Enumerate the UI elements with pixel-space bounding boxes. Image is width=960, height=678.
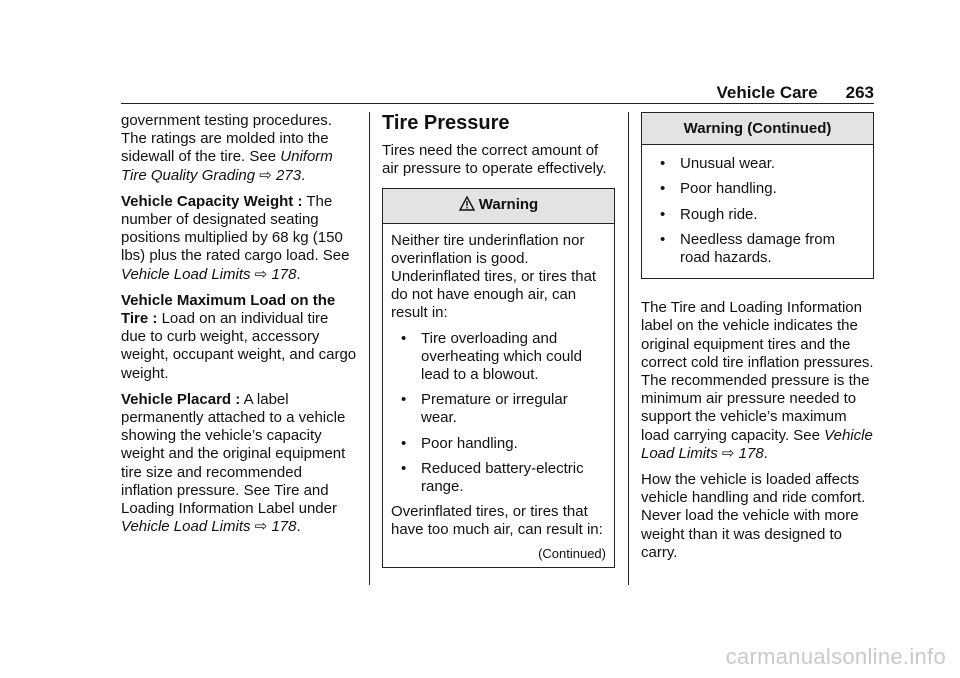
link-vehicle-load-limits[interactable]: Vehicle Load Limits <box>121 265 251 283</box>
column-divider-2 <box>628 112 629 585</box>
paragraph-testing: government testing procedures. The ratings are molded into the sidewall of the tire. See Uniform Tire Quality Grading ⇨ 273. <box>121 112 333 184</box>
column-divider-1 <box>369 112 370 585</box>
bullet-icon: • <box>401 329 407 347</box>
page-ref[interactable]: 178 <box>271 518 297 536</box>
list-item: • Rough ride. <box>650 206 865 224</box>
continued-label: (Continued) <box>538 545 606 561</box>
section-heading: Tire Pressure <box>382 112 510 134</box>
ref-arrow-icon: ⇨ <box>254 265 268 283</box>
warning-body <box>642 145 873 278</box>
page-number: 263 <box>845 83 874 102</box>
warning-intro: Neither tire underinflation nor overinflation is good. Underinflated tires, or tires that do not have enough air, can result in: <box>391 231 597 322</box>
ref-arrow-icon: ⇨ <box>259 166 272 184</box>
warning-triangle-icon <box>459 196 475 216</box>
column-1 <box>121 112 357 544</box>
definition-placard: Vehicle Placard : A label permanently attached to a vehicle showing the vehicle’s capacity weight and the original equipment tire size and recommended inflation pressure. See Tire and Loading Information Label under Vehicle Load Limits ⇨ 178. <box>121 390 346 536</box>
ref-arrow-icon: ⇨ <box>721 444 735 462</box>
bullet-icon: • <box>401 459 407 477</box>
link-vehicle-load-limits[interactable]: Vehicle Load Limits <box>121 518 251 536</box>
list-item: • Unusual wear. <box>650 155 865 173</box>
warning-header <box>383 189 614 223</box>
warning-title: Warning <box>478 196 539 214</box>
paragraph-loading: How the vehicle is loaded affects vehicle handling and ride comfort. Never load the vehicle with more weight than it was designed to carry. <box>641 471 866 561</box>
list-item: • Tire overloading and overheating which could lead to a blowout. <box>391 330 606 385</box>
warning-body <box>383 224 614 567</box>
page-ref[interactable]: 178 <box>738 444 764 462</box>
page-ref[interactable]: 178 <box>271 265 297 283</box>
bullet-icon: • <box>660 180 666 198</box>
list-item: • Poor handling. <box>391 435 606 453</box>
ref-arrow-icon: ⇨ <box>254 518 268 536</box>
term: Vehicle Capacity Weight : <box>121 192 303 210</box>
intro-paragraph: Tires need the correct amount of air pressure to operate effectively. <box>382 142 607 178</box>
definition-max-load: Vehicle Maximum Load on the Tire : Load on an individual tire due to curb weight, accessory weight, occupant weight, and cargo weight. <box>121 291 357 382</box>
bullet-icon: • <box>660 155 666 173</box>
page-ref[interactable]: 273 <box>276 166 302 184</box>
list-item: • Reduced battery-electric range. <box>391 460 606 496</box>
definition-capacity-weight: Vehicle Capacity Weight : The number of designated seating positions multiplied by 68 kg (150 lbs) plus the rated cargo load. See Vehicle Load Limits ⇨ 178. <box>121 192 350 283</box>
bullet-icon: • <box>660 205 666 223</box>
warning-box-continued <box>641 112 874 279</box>
list-item: • Premature or irregular wear. <box>391 391 606 427</box>
warning-outro: Overinflated tires, or tires that have too much air, can result in: <box>391 503 603 539</box>
link-uniform-tire-quality[interactable]: Uniform Tire Quality Grading <box>121 148 333 184</box>
term: Vehicle Maximum Load on the Tire : <box>121 291 336 328</box>
warning-box <box>382 188 615 567</box>
paragraph-tire-label: The Tire and Loading Information label on the vehicle indicates the original equipment tires and the correct cold tire inflation pressures. The recommended pressure is the minimum air pressure needed to support the vehicle’s maximum load carrying capacity. See Vehicle Load Limits ⇨ 178. <box>641 299 874 462</box>
column-3 <box>641 112 874 570</box>
page-header <box>717 83 875 103</box>
column-2 <box>382 112 615 568</box>
bullet-icon: • <box>660 230 666 248</box>
bullet-icon: • <box>401 434 407 452</box>
list-item: • Poor handling. <box>650 180 865 198</box>
watermark: carmanualsonline.info <box>725 644 946 669</box>
header-divider <box>121 103 874 104</box>
link-vehicle-load-limits[interactable]: Vehicle Load Limits <box>641 426 873 462</box>
term: Vehicle Placard : <box>121 390 241 408</box>
section-title: Vehicle Care <box>716 83 818 102</box>
warning-header: Warning (Continued) <box>642 113 873 145</box>
bullet-icon: • <box>401 391 407 409</box>
list-item: • Needless damage from road hazards. <box>650 231 865 267</box>
